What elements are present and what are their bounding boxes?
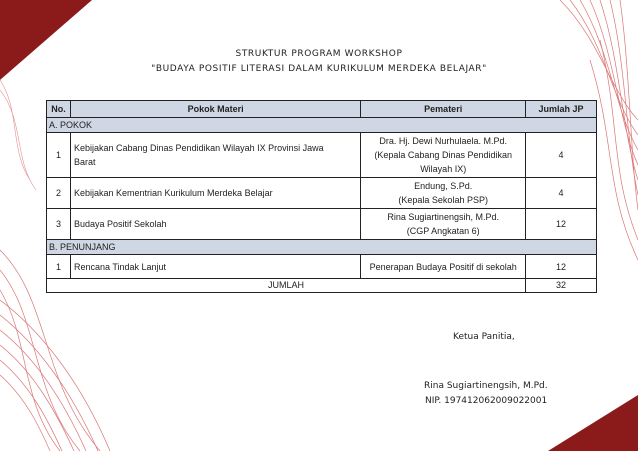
row-jp: 4 bbox=[526, 133, 597, 178]
program-structure-table bbox=[46, 100, 597, 293]
row-no: 1 bbox=[47, 133, 71, 178]
pemateri-name: Rina Sugiartinengsih, M.Pd. bbox=[387, 212, 499, 222]
row-jp: 4 bbox=[526, 178, 597, 209]
table-row bbox=[47, 209, 597, 240]
row-materi bbox=[70, 133, 360, 178]
row-jp: 12 bbox=[526, 209, 597, 240]
document-title: STRUKTUR PROGRAM WORKSHOP bbox=[235, 49, 403, 59]
header-jp: Jumlah JP bbox=[526, 101, 597, 118]
row-materi: Budaya Positif Sekolah bbox=[70, 209, 360, 240]
row-pemateri bbox=[361, 133, 526, 178]
row-no: 2 bbox=[47, 178, 71, 209]
section-row-b bbox=[47, 240, 597, 255]
left-edge-wave-lines bbox=[0, 80, 36, 190]
row-materi-line1: Kebijakan Cabang Dinas Pendidikan Wilayah IX Provinsi Jawa bbox=[73, 143, 324, 153]
row-materi: Kebijakan Kementrian Kurikulum Merdeka Belajar bbox=[70, 178, 360, 209]
section-b-label: B. PENUNJANG bbox=[47, 240, 597, 255]
signature-name: Rina Sugiartinengsih, M.Pd. bbox=[424, 381, 548, 391]
document-subtitle: "BUDAYA POSITIF LITERASI DALAM KURIKULUM MERDEKA BELAJAR" bbox=[151, 64, 487, 74]
table-header-row bbox=[47, 101, 597, 118]
row-pemateri bbox=[361, 209, 526, 240]
signature-nip: NIP. 197412062009022001 bbox=[425, 396, 548, 406]
header-no: No. bbox=[47, 101, 71, 118]
section-a-label: A. POKOK bbox=[47, 118, 597, 133]
pemateri-title: (CGP Angkatan 6) bbox=[406, 226, 480, 236]
total-value: 32 bbox=[526, 279, 597, 293]
pemateri-title: (Kepala Sekolah PSP) bbox=[398, 195, 488, 205]
row-jp: 12 bbox=[526, 255, 597, 279]
signature-role: Ketua Panitia, bbox=[453, 332, 515, 342]
row-pemateri: Penerapan Budaya Positif di sekolah bbox=[361, 255, 526, 279]
row-materi-line2: Barat bbox=[73, 157, 96, 167]
total-row bbox=[47, 279, 597, 293]
pemateri-title: (Kepala Cabang Dinas Pendidikan bbox=[374, 150, 512, 160]
total-label: JUMLAH bbox=[47, 279, 526, 293]
bottom-right-corner-triangle bbox=[548, 395, 638, 451]
pemateri-name: Endung, S.Pd. bbox=[414, 181, 473, 191]
table-row bbox=[47, 133, 597, 178]
header-materi: Pokok Materi bbox=[70, 101, 360, 118]
row-no: 1 bbox=[47, 255, 71, 279]
row-no: 3 bbox=[47, 209, 71, 240]
pemateri-name: Dra. Hj. Dewi Nurhulaela. M.Pd. bbox=[379, 136, 507, 146]
header-pemateri: Pemateri bbox=[361, 101, 526, 118]
table-row bbox=[47, 178, 597, 209]
section-row-a bbox=[47, 118, 597, 133]
row-materi: Rencana Tindak Lanjut bbox=[70, 255, 360, 279]
pemateri-title-cont: Wilayah IX) bbox=[420, 164, 467, 174]
row-pemateri bbox=[361, 178, 526, 209]
table-row bbox=[47, 255, 597, 279]
